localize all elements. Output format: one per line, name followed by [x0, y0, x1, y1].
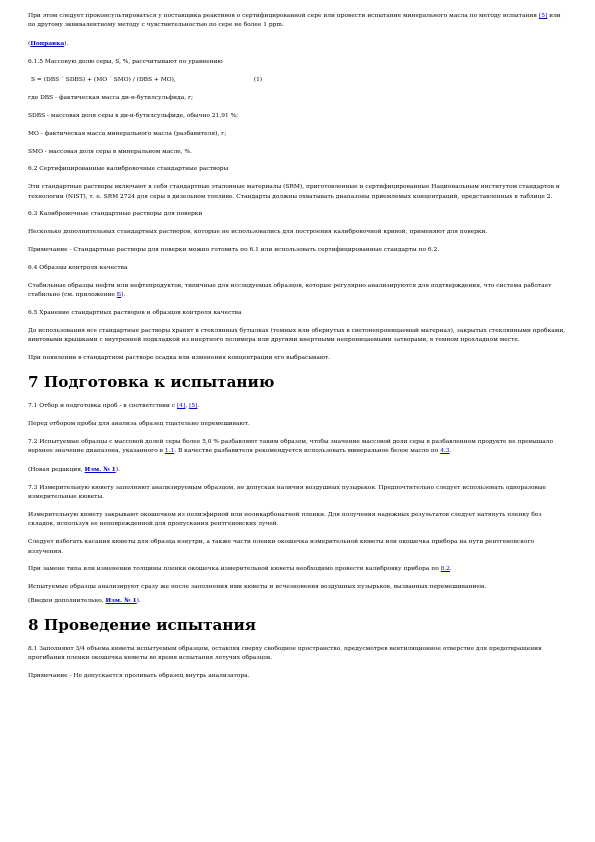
text-run: или по другому эквивалентному методу с чувствительностью по сере не более 1 ppm.	[28, 13, 561, 29]
text-run: Эти стандартные растворы включают в себя стандартные эталонные материалы (SRM), приготовленные и сертифицированные Национальным институтом стандартов и технологии (NIST), т. е. SRM 2724 для серы в дизельном топливе. Стандарты должны охватывать диапазоны приемлемых концентраций, представленных в таблице 2.	[28, 184, 560, 200]
text-run: Измерительную кювету закрывают окошечком из полиэфирной или поликарбонатной пленки. Для получения надежных результатов следует натянуть пленку без складок, используя ее неповрежденной для пропускания рентгеновских лучей.	[28, 511, 542, 528]
text-run: До использования все стандартные растворы хранят в стеклянных бутылках (темных или обернутых в светонепроницаемый материал), закрытых стеклянными пробками, винтовыми крышками с внутренней подкладкой из инертного полимера или другими инертными непроницаемыми затворами, в темном прохладном месте.	[28, 327, 566, 343]
text-run: МО - фактическая масса минерального масла (разбавителя), г;	[28, 130, 227, 137]
paragraph-p14	[28, 282, 568, 301]
text-run: 7.3 Измерительную кювету заполняют анализируемым образцом, не допуская наличия воздушных пузырьков. Предпочтительно следует использовать одноразовые измерительные кюветы.	[28, 484, 547, 501]
text-run: (Новая редакция,	[28, 466, 85, 473]
text-run: 8.1 Заполняют 3/4 объема кюветы испытуемым образцом, оставляя сверху свободное пространство, предусмотрев вентиляционное отверстие для предотвращения прогибания пленки окошечка кюветы во время испытания летучих образцов.	[28, 646, 542, 662]
text-run: При этом следует проконсультироваться у поставщика реактивов о сертифицированной сере или провести испытание минерального масла по методу испытания	[28, 13, 539, 19]
paragraph-p25	[28, 565, 568, 574]
paragraph-p17	[28, 354, 568, 363]
text-run: Испытуемые образцы анализируют сразу же после заполнения ими кюветы и исчезновения воздушных пузырьков, вызванных перемешиванием.	[28, 584, 487, 591]
paragraph-p3	[28, 58, 568, 67]
text-run: Стабильные образцы нефти или нефтепродуктов, типичные для исследуемых образцов, которые регулярно анализируются для подтверждения, что система работает стабильно (см. приложение	[28, 282, 552, 298]
paragraph-p28	[28, 645, 568, 664]
text-run: 6.5 Хранение стандартных растворов и образцов контроля качества	[28, 309, 242, 316]
text-run: ).	[121, 291, 126, 298]
paragraph-p1	[28, 12, 568, 31]
text-run: 7.1 Отбор и подготовка проб - в соответствии с	[28, 403, 177, 410]
paragraph-p4	[28, 94, 568, 103]
paragraph-p20	[28, 438, 568, 457]
text-run: где DBS - фактическая масса ди-н-бутилсульфида, г;	[28, 95, 194, 102]
section-heading-h8: 8 Проведение испытания	[28, 616, 256, 634]
text-run: (	[28, 41, 31, 48]
text-run: Следует избегать касания кюветы для образца изнутри, а также части пленки окошечка измерительной кюветы или окошечка прибора на пути рентгеновского излучения.	[28, 539, 535, 555]
paragraph-p12	[28, 246, 568, 255]
text-run: . В качестве разбавителя рекомендуется использовать минеральное белое масло по	[174, 448, 441, 455]
text-run: При появлении в стандартном растворе осадка или изменения концентрации его выбрасывают.	[28, 354, 331, 361]
equation-number: (1)	[253, 76, 263, 83]
paragraph-p13	[28, 264, 568, 273]
equation-formula: S = (DBS ´ SDBS) + (MO ´ SMO) / (DBS + MO),	[31, 76, 176, 83]
link-p25-1[interactable]: 8.2	[440, 566, 450, 573]
text-run: SDBS - массовая доля серы в ди-н-бутилсульфиде, обычно 21,91 %;	[28, 113, 239, 119]
paragraph-p22	[28, 484, 568, 503]
link-p27-1[interactable]: Изм. № 1	[105, 596, 137, 604]
link-p18-1[interactable]: [4]	[176, 403, 186, 410]
paragraph-p5	[28, 112, 568, 121]
text-run: 6.4 Образцы контроля качества	[28, 264, 128, 271]
link-p1-1[interactable]: [5]	[538, 13, 548, 19]
paragraph-p19	[28, 420, 568, 429]
text-run: При замене типа или изменении толщины пленки окошечка измерительной кюветы необходимо провести калибровку прибора по	[28, 566, 441, 573]
paragraph-p11	[28, 228, 568, 237]
paragraph-p8	[28, 165, 568, 174]
link-p18-3[interactable]: [5]	[189, 403, 198, 410]
text-run: 6.2 Сертифицированные калибровочные стандартные растворы	[28, 166, 229, 173]
paragraph-p21	[28, 465, 568, 475]
paragraph-p15	[28, 309, 568, 318]
text-run: Примечание - Стандартные растворы для поверки можно готовить по 6.1 или использовать сертифицированные стандарты по 6.2.	[28, 246, 440, 253]
paragraph-p23	[28, 511, 568, 530]
link-p21-1[interactable]: Изм. № 1	[84, 465, 116, 473]
paragraph-p10	[28, 210, 568, 219]
text-run: ).	[64, 41, 69, 48]
text-run: 6.1.5 Массовую долю серы, S, %, рассчитывают по уравнению	[28, 59, 223, 65]
text-run: .	[450, 566, 452, 573]
text-run: Перед отбором пробы для анализа образец тщательно перемешивают.	[28, 420, 250, 427]
text-run: .	[197, 403, 200, 410]
equation-1	[31, 76, 568, 85]
text-run: 6.3 Калибровочные стандартные растворы для поверки	[28, 211, 203, 218]
text-run: ,	[185, 403, 190, 410]
paragraph-p18	[28, 402, 568, 411]
text-run: Несколько дополнительных стандартных растворов, которые не использовались для построения калибровочной кривой, применяют для поверки.	[28, 229, 488, 236]
paragraph-p27	[28, 596, 568, 606]
paragraph-p16	[28, 327, 568, 346]
section-heading-h7: 7 Подготовка к испытанию	[28, 373, 275, 392]
paragraph-p29	[28, 672, 568, 681]
paragraph-p26	[28, 583, 568, 592]
text-run: .	[449, 448, 452, 455]
paragraph-p7	[28, 148, 568, 157]
text-run: (Введен дополнительно,	[28, 597, 106, 604]
text-run: ).	[115, 466, 120, 473]
link-p14-1[interactable]: Б	[116, 291, 122, 298]
text-run: Примечание - Не допускается проливать образец внутрь анализатора.	[28, 673, 250, 680]
paragraph-p24	[28, 538, 568, 557]
link-p2-1[interactable]: Поправка	[30, 40, 65, 48]
paragraph-p9	[28, 183, 568, 202]
text-run: ).	[136, 597, 141, 604]
text-run: SMO - массовая доля серы в минеральном масле, %.	[28, 148, 193, 155]
link-p20-1[interactable]: 1.1	[164, 448, 175, 455]
paragraph-p6	[28, 130, 568, 139]
text-run: 7.2 Испытуемые образцы с массовой долей серы более 5,0 % разбавляют таким образом, чтобы значение массовой доли серы в разбавленном продукте не превышало верхнее значение диапазона, указанного в	[28, 438, 554, 455]
link-p20-3[interactable]: 4.3	[440, 448, 450, 455]
paragraph-p2	[28, 39, 568, 49]
